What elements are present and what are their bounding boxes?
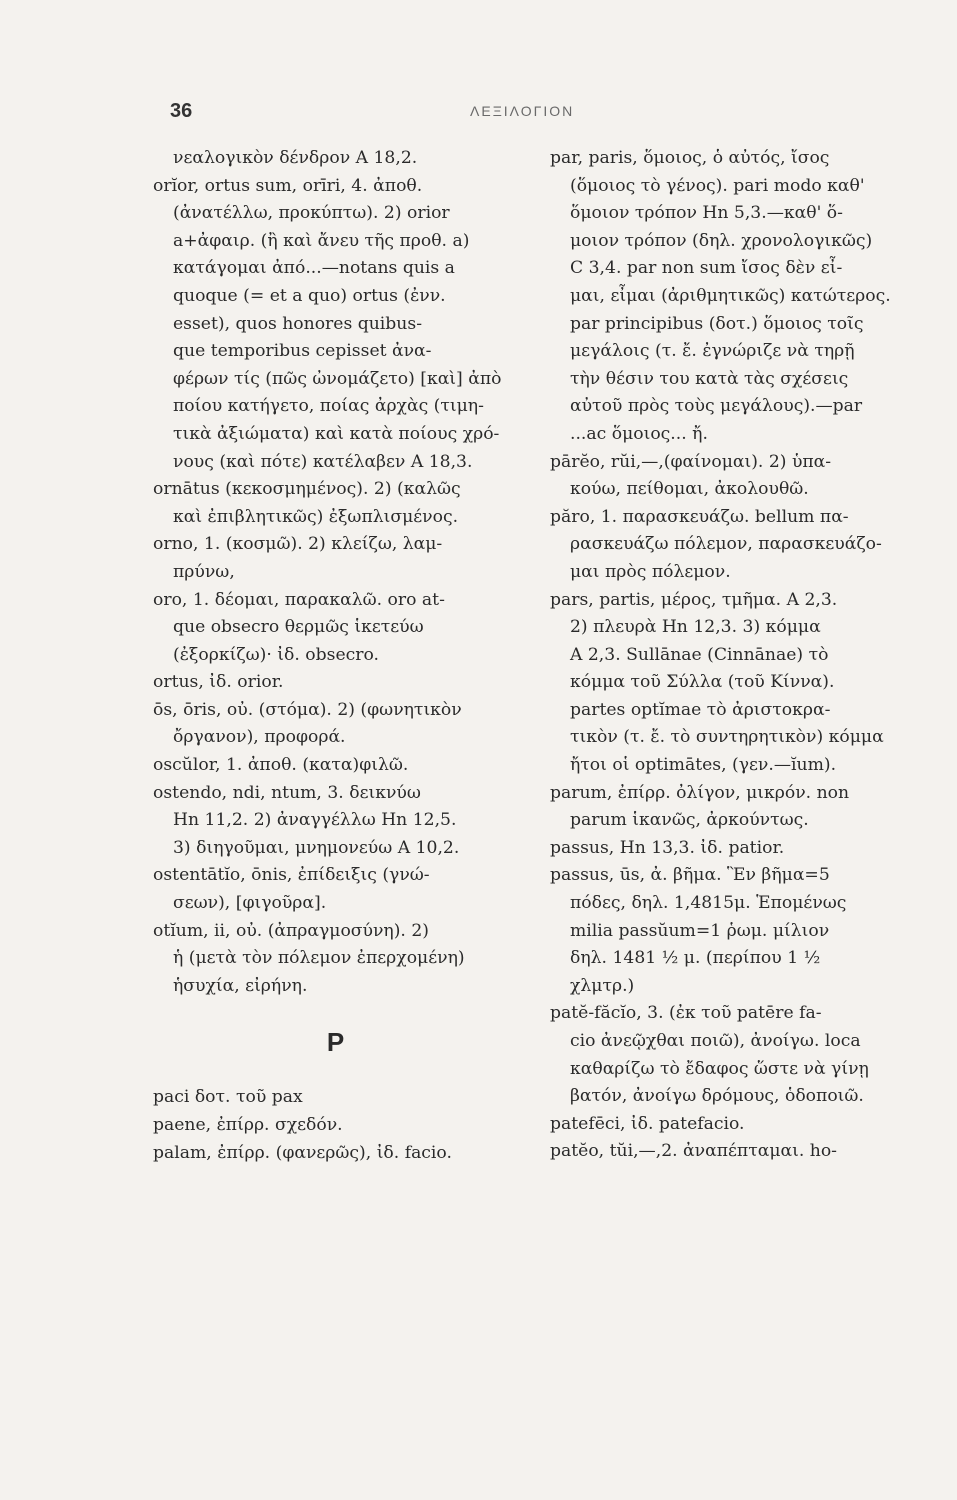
dictionary-line: ostentātĭo, ōnis, ἐπίδειξις (γνώ- <box>153 865 430 886</box>
dictionary-line: oro, 1. δέομαι, παρακαλῶ. oro at- <box>153 589 445 610</box>
dictionary-line: κόμμα τοῦ Σύλλα (τοῦ Κίννα). <box>570 672 835 693</box>
dictionary-line: otĭum, ii, οὐ. (ἀπραγμοσύνη). 2) <box>153 920 429 941</box>
dictionary-line: esset), quos honores quibus- <box>173 313 423 334</box>
dictionary-line: μοιον τρόπον (δηλ. χρονολογικῶς) <box>570 230 873 251</box>
dictionary-line: ōs, ōris, οὐ. (στόμα). 2) (φωνητικὸν <box>153 699 462 720</box>
dictionary-line: ὅμοιον τρόπον Hn 5,3.—καθ' ὅ- <box>570 203 843 224</box>
dictionary-line: pārĕo, rŭi,—,(φαίνομαι). 2) ὑπα- <box>550 451 832 472</box>
dictionary-line: passus, ūs, ἀ. βῆμα. Ἓν βῆμα=5 <box>550 865 830 886</box>
dictionary-line: parum ἱκανῶς, ἀρκούντως. <box>570 810 809 831</box>
dictionary-line: passus, Hn 13,3. ἰδ. patior. <box>550 837 785 858</box>
left-entries-bottom <box>153 1084 538 1167</box>
dictionary-line: σεων), [φιγοῦρα]. <box>173 893 327 914</box>
dictionary-line: πρύνω, <box>173 561 235 582</box>
left-column <box>153 145 538 1167</box>
dictionary-line: τικὰ ἀξιώματα) καὶ κατὰ ποίους χρό- <box>173 423 500 444</box>
dictionary-line: (ἐξορκίζω)· ἰδ. obsecro. <box>173 644 379 665</box>
dictionary-line: păro, 1. παρασκευάζω. bellum πα- <box>550 506 849 527</box>
dictionary-line: par principibus (δοτ.) ὅμοιος τοῖς <box>570 313 864 334</box>
dictionary-line: κατάγομαι ἀπό...—notans quis a <box>173 258 455 279</box>
dictionary-line: ornātus (κεκοσμημένος). 2) (καλῶς <box>153 479 461 500</box>
dictionary-line: ἡσυχία, εἰρήνη. <box>173 975 308 996</box>
dictionary-line: τικὸν (τ. ἔ. τὸ συντηρητικὸν) κόμμα <box>570 727 884 748</box>
dictionary-line: ostendo, ndi, ntum, 3. δεικνύω <box>153 782 421 803</box>
dictionary-line: μεγάλοις (τ. ἔ. ἐγνώριζε νὰ τηρῇ <box>570 341 855 362</box>
dictionary-line: milia passŭum=1 ῥωμ. μίλιον <box>570 920 830 941</box>
dictionary-line: πόδες, δηλ. 1,4815μ. Ἑπομένως <box>570 893 847 914</box>
dictionary-line: que obsecro θερμῶς ἱκετεύω <box>173 617 424 638</box>
dictionary-line: cio ἀνεῷχθαι ποιῶ), ἀνοίγω. loca <box>570 1031 861 1051</box>
dictionary-line: ...ac ὅμοιος... ἤ. <box>570 423 708 444</box>
dictionary-line: paene, ἐπίρρ. σχεδόν. <box>153 1115 343 1135</box>
dictionary-line: par, paris, ὅμοιος, ὁ αὐτός, ἴσος <box>550 148 830 168</box>
dictionary-line: (ὅμοιος τὸ γένος). pari modo καθ' <box>570 175 865 196</box>
dictionary-line: ρασκευάζω πόλεμον, παρασκευάζο- <box>570 534 882 555</box>
dictionary-line: ἡ (μετὰ τὸν πόλεμον ἐπερχομένη) <box>173 948 465 969</box>
dictionary-line: a+ἀφαιρ. (ἢ καὶ ἄνευ τῆς προθ. a) <box>173 230 470 251</box>
dictionary-line: κούω, πείθομαι, ἀκολουθῶ. <box>570 479 809 500</box>
dictionary-line: ortus, ἰδ. orior. <box>153 672 284 693</box>
left-entries-top <box>153 145 538 1000</box>
dictionary-line: καὶ ἐπιβλητικῶς) ἐξωπλισμένος. <box>173 506 459 527</box>
dictionary-line: que temporibus cepisset ἀνα- <box>173 341 432 362</box>
dictionary-line: patĕo, tŭi,—,2. ἀναπέπταμαι. ho- <box>550 1141 837 1162</box>
dictionary-line: orno, 1. (κοσμῶ). 2) κλείζω, λαμ- <box>153 534 443 555</box>
dictionary-line: αὐτοῦ πρὸς τοὺς μεγάλους).—par <box>570 396 863 417</box>
right-entries <box>550 145 935 1166</box>
dictionary-line: νους (καὶ πότε) κατέλαβεν Α 18,3. <box>173 451 473 472</box>
page-number: 36 <box>170 100 193 122</box>
dictionary-line: patĕ-făcĭo, 3. (ἐκ τοῦ patēre fa- <box>550 1003 822 1024</box>
right-column <box>550 145 935 1166</box>
dictionary-line: μαι, εἶμαι (ἀριθμητικῶς) κατώτερος. <box>570 285 891 306</box>
dictionary-line: Α 2,3. Sullānae (Cinnānae) τὸ <box>570 644 829 665</box>
dictionary-line: patefēci, ἰδ. patefacio. <box>550 1113 745 1134</box>
dictionary-line: quoque (= et a quo) ortus (ἐνν. <box>173 285 446 306</box>
dictionary-line: (ἀνατέλλω, προκύπτω). 2) orior <box>173 203 450 224</box>
dictionary-line: C 3,4. par non sum ἴσος δὲν εἶ- <box>570 258 843 279</box>
dictionary-line: ὄργανον), προφορά. <box>173 727 346 748</box>
dictionary-line: parum, ἐπίρρ. ὀλίγον, μικρόν. non <box>550 782 850 803</box>
dictionary-line: pars, partis, μέρος, τμῆμα. Α 2,3. <box>550 589 838 610</box>
running-head: ΛΕΞΙΛΟΓΙΟΝ <box>470 103 575 119</box>
dictionary-line: 2) πλευρὰ Hn 12,3. 3) κόμμα <box>570 617 821 638</box>
dictionary-line: orĭor, ortus sum, orīri, 4. ἀποθ. <box>153 175 423 196</box>
dictionary-line: δηλ. 1481 ½ μ. (περίπου 1 ½ <box>570 948 821 969</box>
dictionary-line: μαι πρὸς πόλεμον. <box>570 561 731 582</box>
dictionary-line: Hn 11,2. 2) ἀναγγέλλω Hn 12,5. <box>173 810 457 831</box>
dictionary-line: φέρων τίς (πῶς ὠνομάζετο) [καὶ] ἀπὸ <box>173 368 502 389</box>
dictionary-line: βατόν, ἀνοίγω δρόμους, ὁδοποιῶ. <box>570 1086 864 1107</box>
dictionary-line: ποίου κατήγετο, ποίας ἀρχὰς (τιμη- <box>173 396 484 417</box>
dictionary-line: partes optĭmae τὸ ἀριστοκρα- <box>570 699 831 720</box>
dictionary-line: ἤτοι οἱ optimātes, (γεν.—ĭum). <box>570 755 837 776</box>
dictionary-line: καθαρίζω τὸ ἔδαφος ὥστε νὰ γίνῃ <box>570 1058 869 1079</box>
dictionary-line: palam, ἐπίρρ. (φανερῶς), ἰδ. facio. <box>153 1142 452 1163</box>
dictionary-line: τὴν θέσιν του κατὰ τὰς σχέσεις <box>570 368 849 389</box>
dictionary-line: oscŭlor, 1. ἀποθ. (κατα)φιλῶ. <box>153 755 409 776</box>
dictionary-line: νεαλογικὸν δένδρον Α 18,2. <box>173 148 418 168</box>
dictionary-line: χλμτρ.) <box>570 975 635 996</box>
dictionary-line: 3) διηγοῦμαι, μνημονεύω Α 10,2. <box>173 837 460 858</box>
dictionary-line: paci δοτ. τοῦ pax <box>153 1087 303 1108</box>
section-letter: P <box>326 1027 345 1058</box>
